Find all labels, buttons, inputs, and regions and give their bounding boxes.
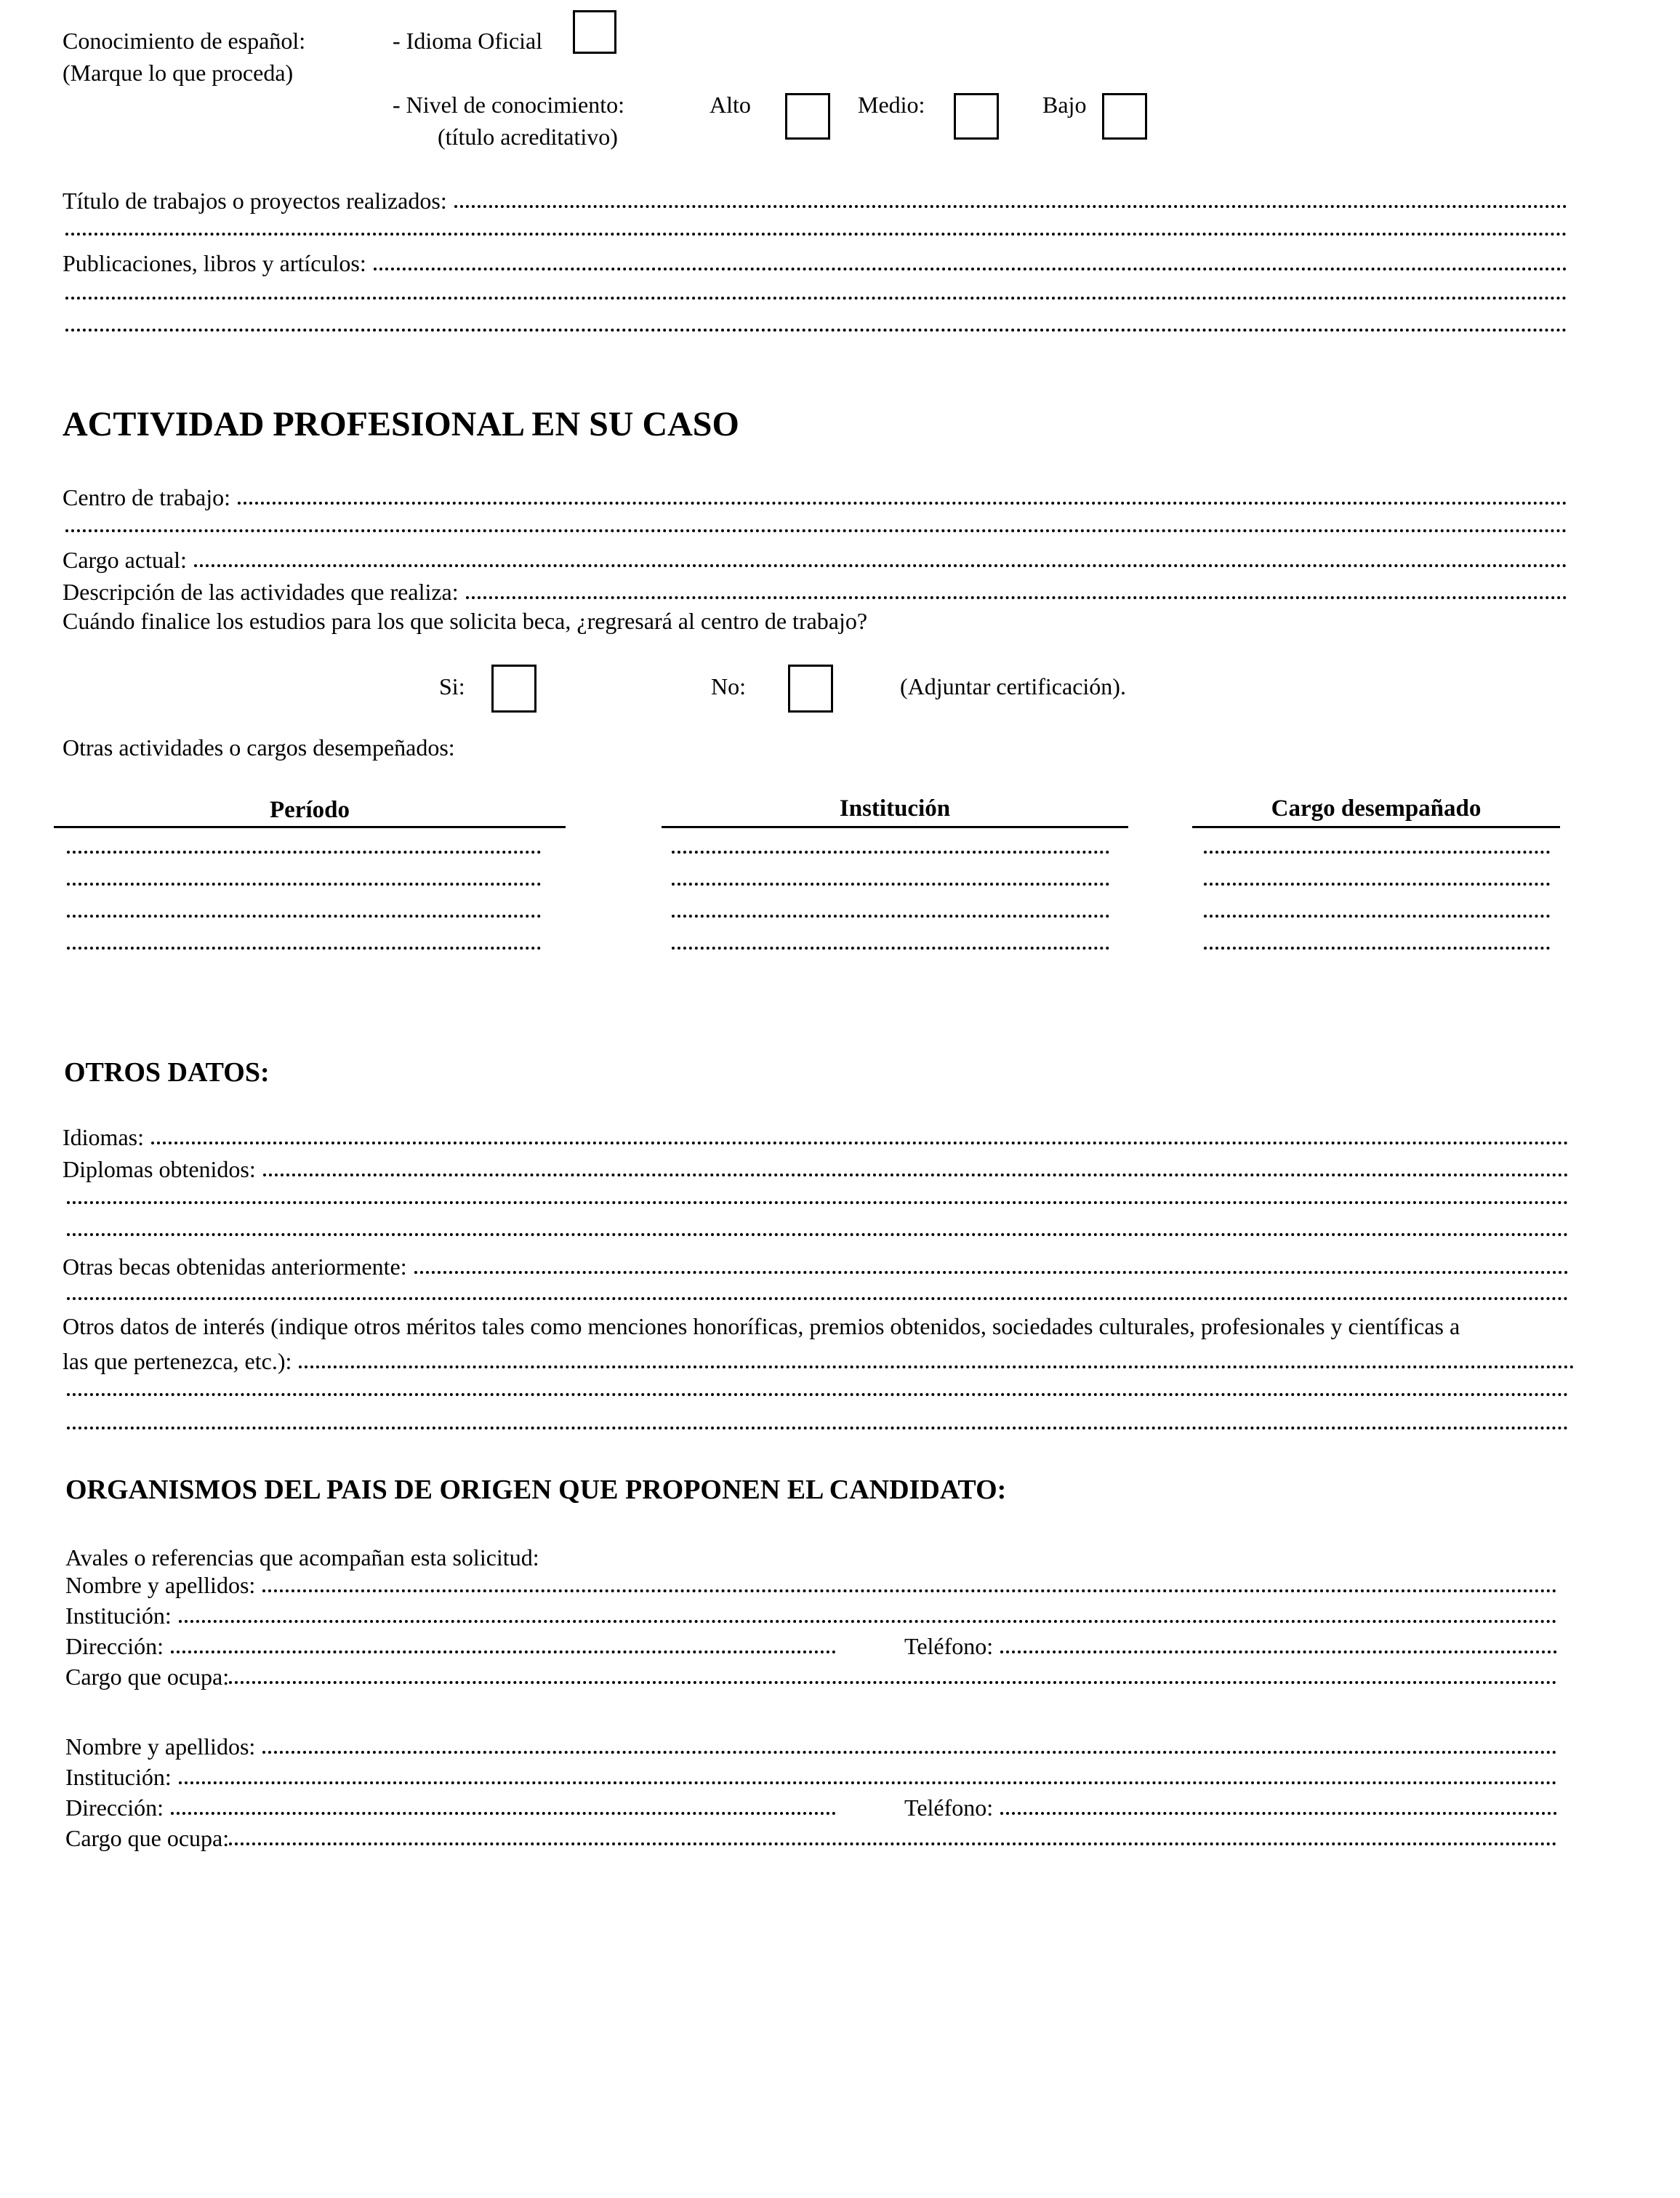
ref2-cargo-input[interactable] xyxy=(229,1842,1557,1845)
becas-input-line[interactable] xyxy=(67,1297,1569,1300)
col-cargo-header: Cargo desempañado xyxy=(1271,795,1482,822)
ref1-cargo-input[interactable] xyxy=(229,1681,1557,1684)
diplomas-input[interactable] xyxy=(263,1174,1569,1176)
ref2-telefono-field xyxy=(904,1790,1557,1819)
col-periodo-header: Período xyxy=(270,797,350,823)
works-field xyxy=(63,183,1567,212)
periodo-cell[interactable] xyxy=(67,915,541,918)
ref1-direccion-field xyxy=(65,1629,836,1658)
ref2-direccion-label: Dirección: xyxy=(65,1794,164,1821)
col-periodo-underline xyxy=(54,826,566,828)
col-institucion-header: Institución xyxy=(839,795,951,822)
no-checkbox[interactable] xyxy=(788,665,833,713)
becas-label: Otras becas obtenidas anteriormente: xyxy=(63,1254,407,1280)
professional-heading: ACTIVIDAD PROFESIONAL EN SU CASO xyxy=(63,405,739,444)
ref1-institucion-field xyxy=(65,1598,1557,1627)
ref2-direccion-input[interactable] xyxy=(171,1812,836,1815)
level-label: - Nivel de conocimiento: xyxy=(393,92,625,118)
ref1-cargo-label: Cargo que ocupa: xyxy=(65,1664,230,1690)
ref2-nombre-input[interactable] xyxy=(262,1751,1557,1754)
ref2-cargo-label: Cargo que ocupa: xyxy=(65,1825,230,1851)
ref2-institucion-input[interactable] xyxy=(179,1781,1557,1784)
institucion-cell[interactable] xyxy=(672,883,1109,886)
interes-input-line[interactable] xyxy=(67,1393,1569,1396)
becas-input[interactable] xyxy=(414,1271,1569,1274)
ref2-telefono-input[interactable] xyxy=(1000,1812,1557,1815)
activities-input[interactable] xyxy=(466,596,1567,599)
si-checkbox[interactable] xyxy=(491,665,536,713)
ref2-telefono-label: Teléfono: xyxy=(904,1794,994,1821)
ref1-nombre-input[interactable] xyxy=(262,1589,1557,1592)
ref1-telefono-field xyxy=(904,1629,1557,1658)
col-cargo-underline xyxy=(1192,826,1560,828)
centro-field xyxy=(63,480,1567,509)
becas-field xyxy=(63,1249,1569,1278)
interes-field xyxy=(63,1344,1575,1373)
official-language-checkbox[interactable] xyxy=(573,10,616,54)
cargo-actual-label: Cargo actual: xyxy=(63,547,187,573)
level-bajo-checkbox[interactable] xyxy=(1102,93,1147,140)
cargo-cell[interactable] xyxy=(1204,947,1550,950)
publications-input-line[interactable] xyxy=(65,297,1567,300)
level-alto-checkbox[interactable] xyxy=(785,93,830,140)
idiomas-field xyxy=(63,1120,1569,1149)
ref1-nombre-field xyxy=(65,1568,1557,1597)
interes-text-line2: las que pertenezca, etc.): xyxy=(63,1348,292,1374)
otros-datos-heading: OTROS DATOS: xyxy=(64,1057,270,1088)
periodo-cell[interactable] xyxy=(67,883,541,886)
interes-text-line1: Otros datos de interés (indique otros méritos tales como menciones honoríficas, premios obtenidos, sociedades culturales, profesionales y científicas a xyxy=(63,1313,1460,1339)
publications-label: Publicaciones, libros y artículos: xyxy=(63,250,366,276)
si-label: Si: xyxy=(439,673,465,699)
works-input[interactable] xyxy=(454,205,1567,208)
ref1-nombre-label: Nombre y apellidos: xyxy=(65,1572,256,1598)
cargo-cell[interactable] xyxy=(1204,915,1550,918)
periodo-cell[interactable] xyxy=(67,947,541,950)
cargo-cell[interactable] xyxy=(1204,851,1550,854)
publications-field xyxy=(63,246,1567,275)
ref1-telefono-label: Teléfono: xyxy=(904,1633,994,1659)
spanish-knowledge-sublabel: (Marque lo que proceda) xyxy=(63,60,294,86)
ref2-nombre-field xyxy=(65,1729,1557,1758)
level-sublabel: (título acreditativo) xyxy=(438,124,618,150)
ref2-cargo-field xyxy=(65,1821,1557,1850)
institucion-cell[interactable] xyxy=(672,851,1109,854)
activities-label: Descripción de las actividades que realiza: xyxy=(63,579,459,605)
centro-label: Centro de trabajo: xyxy=(63,484,231,510)
works-label: Título de trabajos o proyectos realizados: xyxy=(63,188,447,214)
cargo-actual-field xyxy=(63,542,1567,571)
idiomas-label: Idiomas: xyxy=(63,1124,144,1150)
centro-input-line[interactable] xyxy=(65,529,1567,532)
activities-field xyxy=(63,574,1567,603)
no-label: No: xyxy=(711,673,746,699)
ref2-nombre-label: Nombre y apellidos: xyxy=(65,1733,256,1760)
spanish-knowledge-label: Conocimiento de español: xyxy=(63,28,306,54)
official-language-label: - Idioma Oficial xyxy=(393,28,543,54)
ref2-institucion-label: Institución: xyxy=(65,1764,172,1790)
level-bajo-label: Bajo xyxy=(1042,92,1087,118)
cargo-cell[interactable] xyxy=(1204,883,1550,886)
col-institucion-underline xyxy=(662,826,1128,828)
ref1-direccion-input[interactable] xyxy=(171,1650,836,1653)
level-medio-checkbox[interactable] xyxy=(954,93,999,140)
diplomas-label: Diplomas obtenidos: xyxy=(63,1156,256,1182)
level-medio-label: Medio: xyxy=(858,92,925,118)
ref1-telefono-input[interactable] xyxy=(1000,1650,1557,1653)
periodo-cell[interactable] xyxy=(67,851,541,854)
certification-note: (Adjuntar certificación). xyxy=(900,673,1126,699)
diplomas-input-line[interactable] xyxy=(67,1233,1569,1236)
publications-input[interactable] xyxy=(374,268,1567,270)
interes-input[interactable] xyxy=(299,1365,1575,1368)
level-alto-label: Alto xyxy=(710,92,751,118)
centro-input[interactable] xyxy=(238,502,1567,505)
organismos-heading: ORGANISMOS DEL PAIS DE ORIGEN QUE PROPONEN EL CANDIDATO: xyxy=(65,1475,1007,1505)
ref1-cargo-field xyxy=(65,1659,1557,1688)
publications-input-line[interactable] xyxy=(65,329,1567,332)
works-input-line[interactable] xyxy=(65,233,1567,236)
avales-label: Avales o referencias que acompañan esta solicitud: xyxy=(65,1544,539,1571)
diplomas-input-line[interactable] xyxy=(67,1201,1569,1204)
other-activities-label: Otras actividades o cargos desempeñados: xyxy=(63,734,455,761)
institucion-cell[interactable] xyxy=(672,915,1109,918)
diplomas-field xyxy=(63,1152,1569,1181)
return-question: Cuándo finalice los estudios para los que solicita beca, ¿regresará al centro de trabajo? xyxy=(63,608,868,634)
ref2-direccion-field xyxy=(65,1790,836,1819)
ref1-direccion-label: Dirección: xyxy=(65,1633,164,1659)
ref1-institucion-input[interactable] xyxy=(179,1620,1557,1623)
ref1-institucion-label: Institución: xyxy=(65,1603,172,1629)
cargo-actual-input[interactable] xyxy=(194,564,1567,567)
institucion-cell[interactable] xyxy=(672,947,1109,950)
ref2-institucion-field xyxy=(65,1760,1557,1789)
idiomas-input[interactable] xyxy=(151,1142,1569,1144)
interes-input-line[interactable] xyxy=(67,1427,1569,1429)
